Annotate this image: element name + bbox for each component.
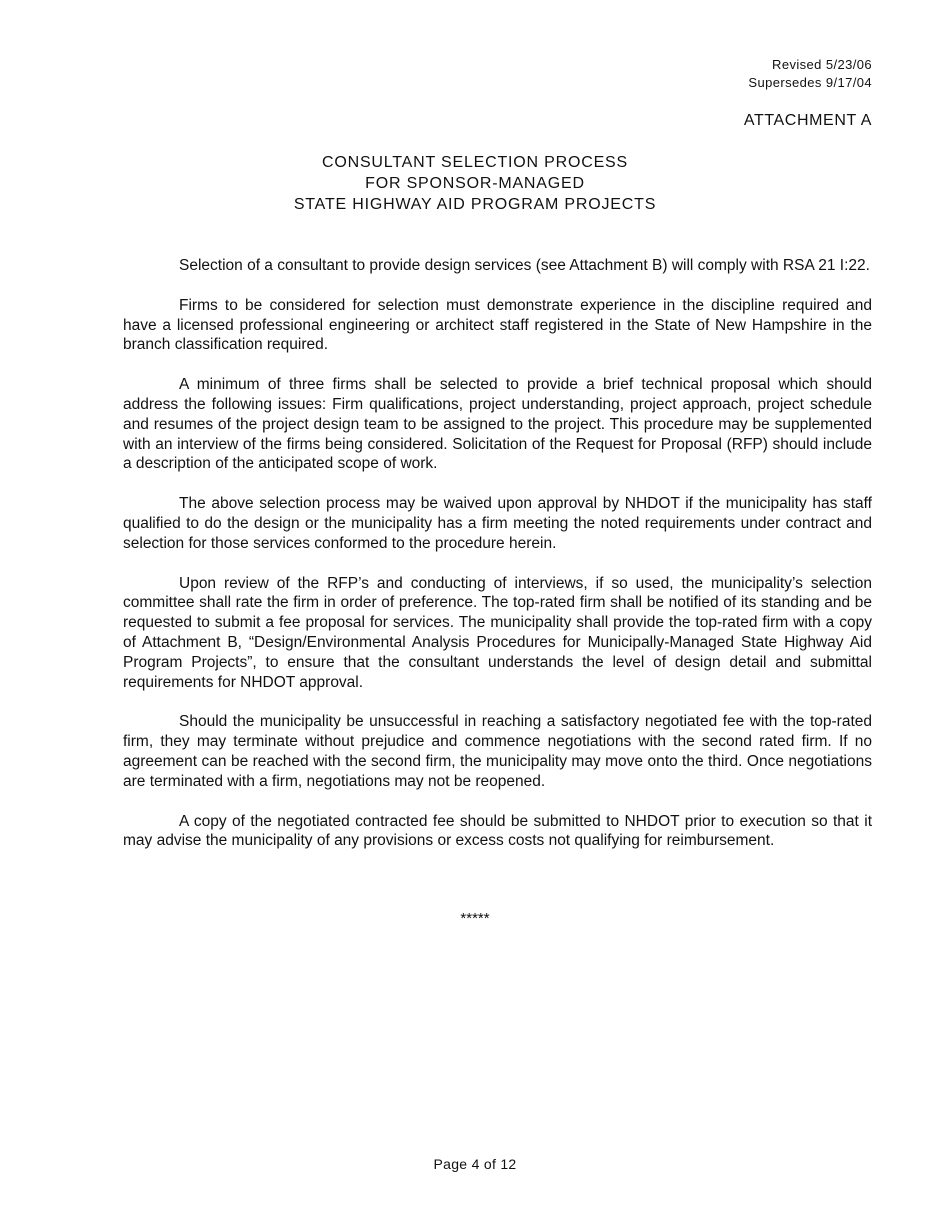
- paragraph-fee-copy: A copy of the negotiated contracted fee should be submitted to NHDOT prior to execution so that it may advise the municipality of any provisions or excess costs not qualifying for reimbursement.: [123, 812, 872, 850]
- supersedes-date: Supersedes 9/17/04: [748, 75, 872, 90]
- paragraph-waiver: The above selection process may be waived upon approval by NHDOT if the municipality has staff qualified to do the design or the municipality has a firm meeting the noted requirements under contract and selection for those services conformed to the procedure herein.: [123, 495, 872, 552]
- document-title: [0, 152, 950, 215]
- paragraph-review: Upon review of the RFP’s and conducting of interviews, if so used, the municipality’s selection committee shall rate the firm in order of preference. The top-rated firm shall be notified of its standing and be requested to submit a fee proposal for services. The municipality shall provide the top-rated firm with a copy of Attachment B, “Design/Environmental Analysis Procedures for Municipally-Managed State Highway Aid Program Projects”, to ensure that the consultant understands the level of design detail and submittal requirements for NHDOT approval.: [123, 574, 872, 691]
- paragraph-firms: Firms to be considered for selection must demonstrate experience in the discipline required and have a licensed professional engineering or architect staff registered in the State of New Hampshire in the branch classification required.: [123, 296, 872, 354]
- title-line-2: FOR SPONSOR-MANAGED: [365, 175, 585, 192]
- title-line-1: CONSULTANT SELECTION PROCESS: [321, 154, 628, 171]
- document-body: [123, 256, 872, 871]
- paragraph-selection: Selection of a consultant to provide design services (see Attachment B) will comply with RSA 21 I:22.: [179, 257, 870, 274]
- revised-date: Revised 5/23/06: [772, 57, 872, 72]
- revision-block: [748, 56, 872, 92]
- title-line-3: STATE HIGHWAY AID PROGRAM PROJECTS: [293, 196, 657, 213]
- paragraph-negotiation: Should the municipality be unsuccessful in reaching a satisfactory negotiated fee with the top-rated firm, they may terminate without prejudice and commence negotiations with the second rated firm. If no agreement can be reached with the second firm, the municipality may move onto the third. Once negotiations are terminated with a firm, negotiations may not be reopened.: [123, 713, 872, 790]
- end-marker: *****: [460, 910, 490, 927]
- paragraph-minimum-firms: A minimum of three firms shall be selected to provide a brief technical proposal which should address the following issues: Firm qualifications, project understanding, project approach, project schedule and resumes of the project design team to be assigned to the project. This procedure may be supplemented with an interview of the firms being considered. Solicitation of the Request for Proposal (RFP) should include a description of the anticipated scope of work.: [123, 376, 872, 473]
- page-number: Page 4 of 12: [433, 1156, 517, 1172]
- attachment-label: ATTACHMENT A: [743, 112, 872, 129]
